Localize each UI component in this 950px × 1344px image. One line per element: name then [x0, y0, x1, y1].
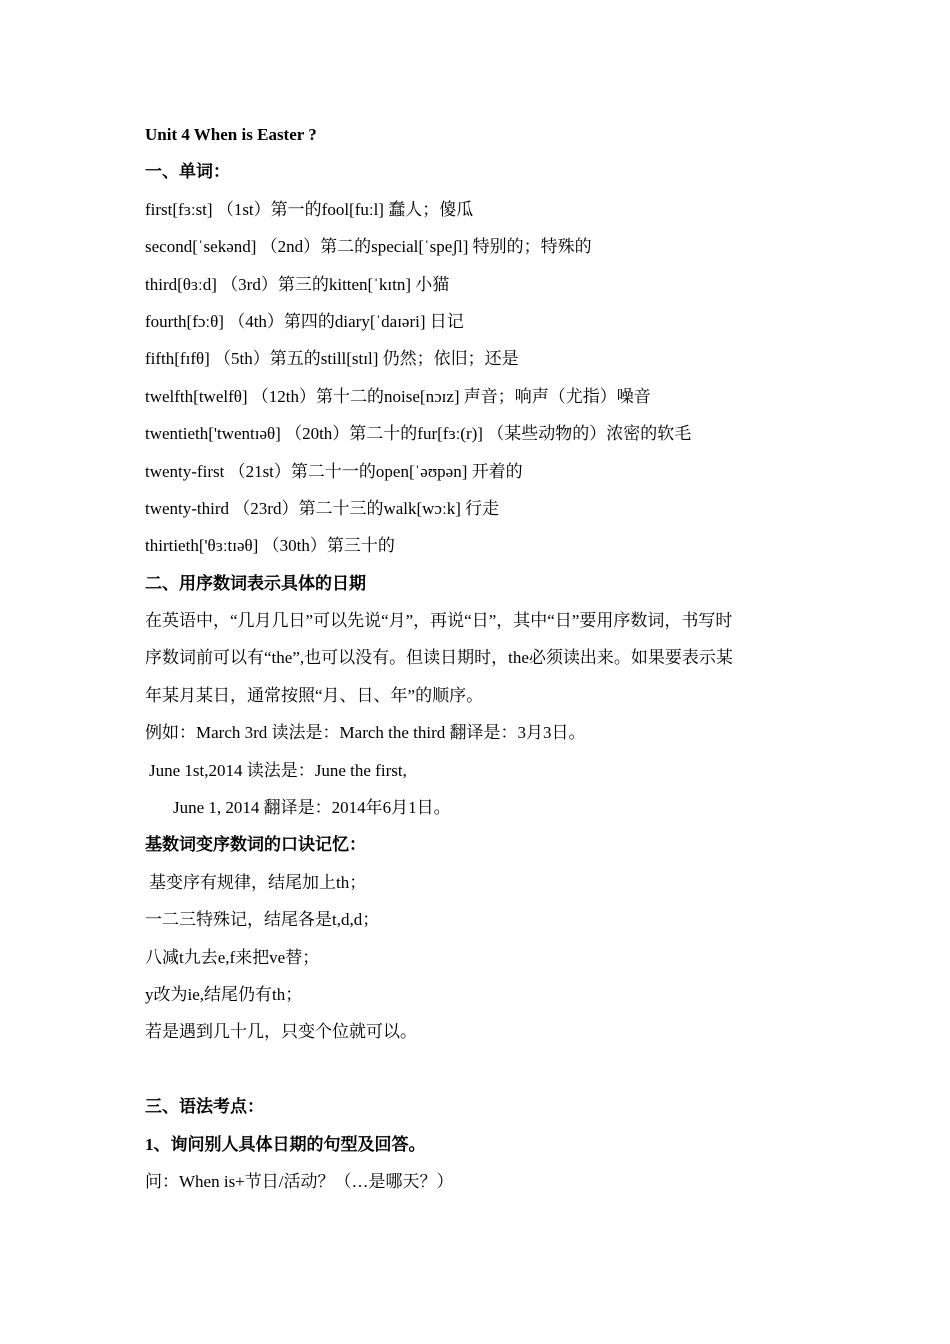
rhyme-line: y改为ie,结尾仍有th；: [145, 984, 303, 1004]
example-line: June 1, 2014 翻译是：2014年6月1日。: [173, 798, 451, 818]
example-line: June 1st,2014 读法是：June the first,: [149, 760, 407, 780]
rhyme-list: [145, 864, 825, 1051]
rhyme-line: 基变序有规律，结尾加上th；: [149, 872, 367, 892]
vocab-line: third[θɜːd] （3rd）第三的kitten[ˈkɪtn] 小猫: [145, 274, 450, 294]
rhyme-line: 八减t九去e,f来把ve替；: [145, 947, 320, 967]
vocab-line: fifth[fɪfθ] （5th）第五的still[stɪl] 仍然；依旧；还是: [145, 349, 519, 369]
grammar-question: 问：When is+节日/活动？（…是哪天？）: [145, 1171, 454, 1191]
document-page: [145, 116, 825, 1200]
vocab-line: second[ˈsekənd] （2nd）第二的special[ˈspeʃl] 特别的；特殊的: [145, 237, 592, 257]
unit-title: Unit 4 When is Easter ?: [145, 125, 317, 144]
grammar-point: 1、询问别人具体日期的句型及回答。: [145, 1134, 426, 1154]
blank-line: [145, 1051, 825, 1088]
vocab-line: fourth[fɔːθ] （4th）第四的diary[ˈdaɪəri] 日记: [145, 311, 464, 331]
vocab-line: twenty-third （23rd）第二十三的walk[wɔːk] 行走: [145, 498, 500, 518]
example-line: 例如：March 3rd 读法是：March the third 翻译是：3月3日。: [145, 723, 586, 743]
paragraph-line: 在英语中，“几月几日”可以先说“月”，再说“日”，其中“日”要用序数词，书写时: [145, 611, 733, 631]
paragraph-line: 序数词前可以有“the”,也可以没有。但读日期时，the必须读出来。如果要表示某: [145, 648, 733, 668]
vocab-line: twentieth['twentɪəθ] （20th）第二十的fur[fɜː(r)] （某些动物的）浓密的软毛: [145, 424, 692, 444]
rhyme-line: 若是遇到几十几，只变个位就可以。: [145, 1022, 417, 1042]
vocabulary-list: [145, 191, 825, 565]
rhyme-heading: 基数词变序数词的口诀记忆：: [145, 835, 366, 855]
vocab-line: twenty-first （21st）第二十一的open[ˈəʊpən] 开着的: [145, 461, 523, 481]
section-heading-dates: 二、用序数词表示具体的日期: [145, 573, 366, 593]
vocab-line: twelfth[twelfθ] （12th）第十二的noise[nɔɪz] 声音；响声（尤指）噪音: [145, 386, 651, 406]
vocab-line: first[fɜːst] （1st）第一的fool[fuːl] 蠢人；傻瓜: [145, 199, 474, 219]
section-heading-vocabulary: 一、单词：: [145, 162, 230, 182]
rhyme-line: 一二三特殊记，结尾各是t,d,d；: [145, 910, 380, 930]
section-heading-grammar: 三、语法考点：: [145, 1097, 264, 1117]
paragraph-line: 年某月某日，通常按照“月、日、年”的顺序。: [145, 685, 484, 705]
vocab-line: thirtieth['θɜːtɪəθ] （30th）第三十的: [145, 536, 395, 556]
